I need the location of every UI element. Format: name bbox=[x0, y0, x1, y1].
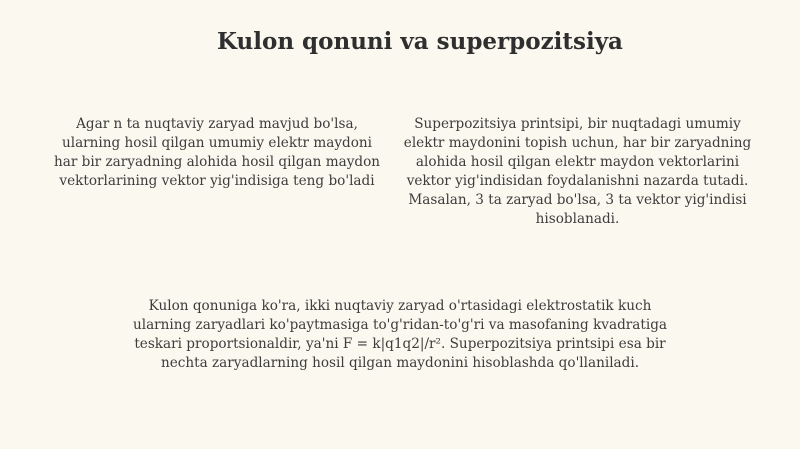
slide-title: Kulon qonuni va superpozitsiya bbox=[217, 28, 623, 55]
left-paragraph: Agar n ta nuqtaviy zaryad mavjud bo'lsa, ularning hosil qilgan umumiy elektr maydoni har bir zaryadning alohida hosil qilgan maydon vektorlarining vektor yig'indisiga teng bo'ladi bbox=[53, 116, 381, 189]
bottom-paragraph: Kulon qonuniga ko'ra, ikki nuqtaviy zaryad o'rtasidagi elektrostatik kuch ularning zaryadlari ko'paytmasiga to'g'ridan-to'g'ri va masofaning kvadratiga teskari proportsionaldir, ya'ni F = k|q1q2|/r². Superpozitsiya printsipi esa bir nechta zaryadlarning hosil qilgan maydonini hisoblashda qo'llaniladi. bbox=[132, 298, 668, 371]
right-paragraph: Superpozitsiya printsipi, bir nuqtadagi umumiy elektr maydonini topish uchun, har bir zaryadning alohida hosil qilgan elektr maydon vektorlarini vektor yig'indisidan foydalanishni nazarda tutadi. Masalan, 3 ta zaryad bo'lsa, 3 ta vektor yig'indisi hisoblanadi. bbox=[403, 116, 752, 227]
